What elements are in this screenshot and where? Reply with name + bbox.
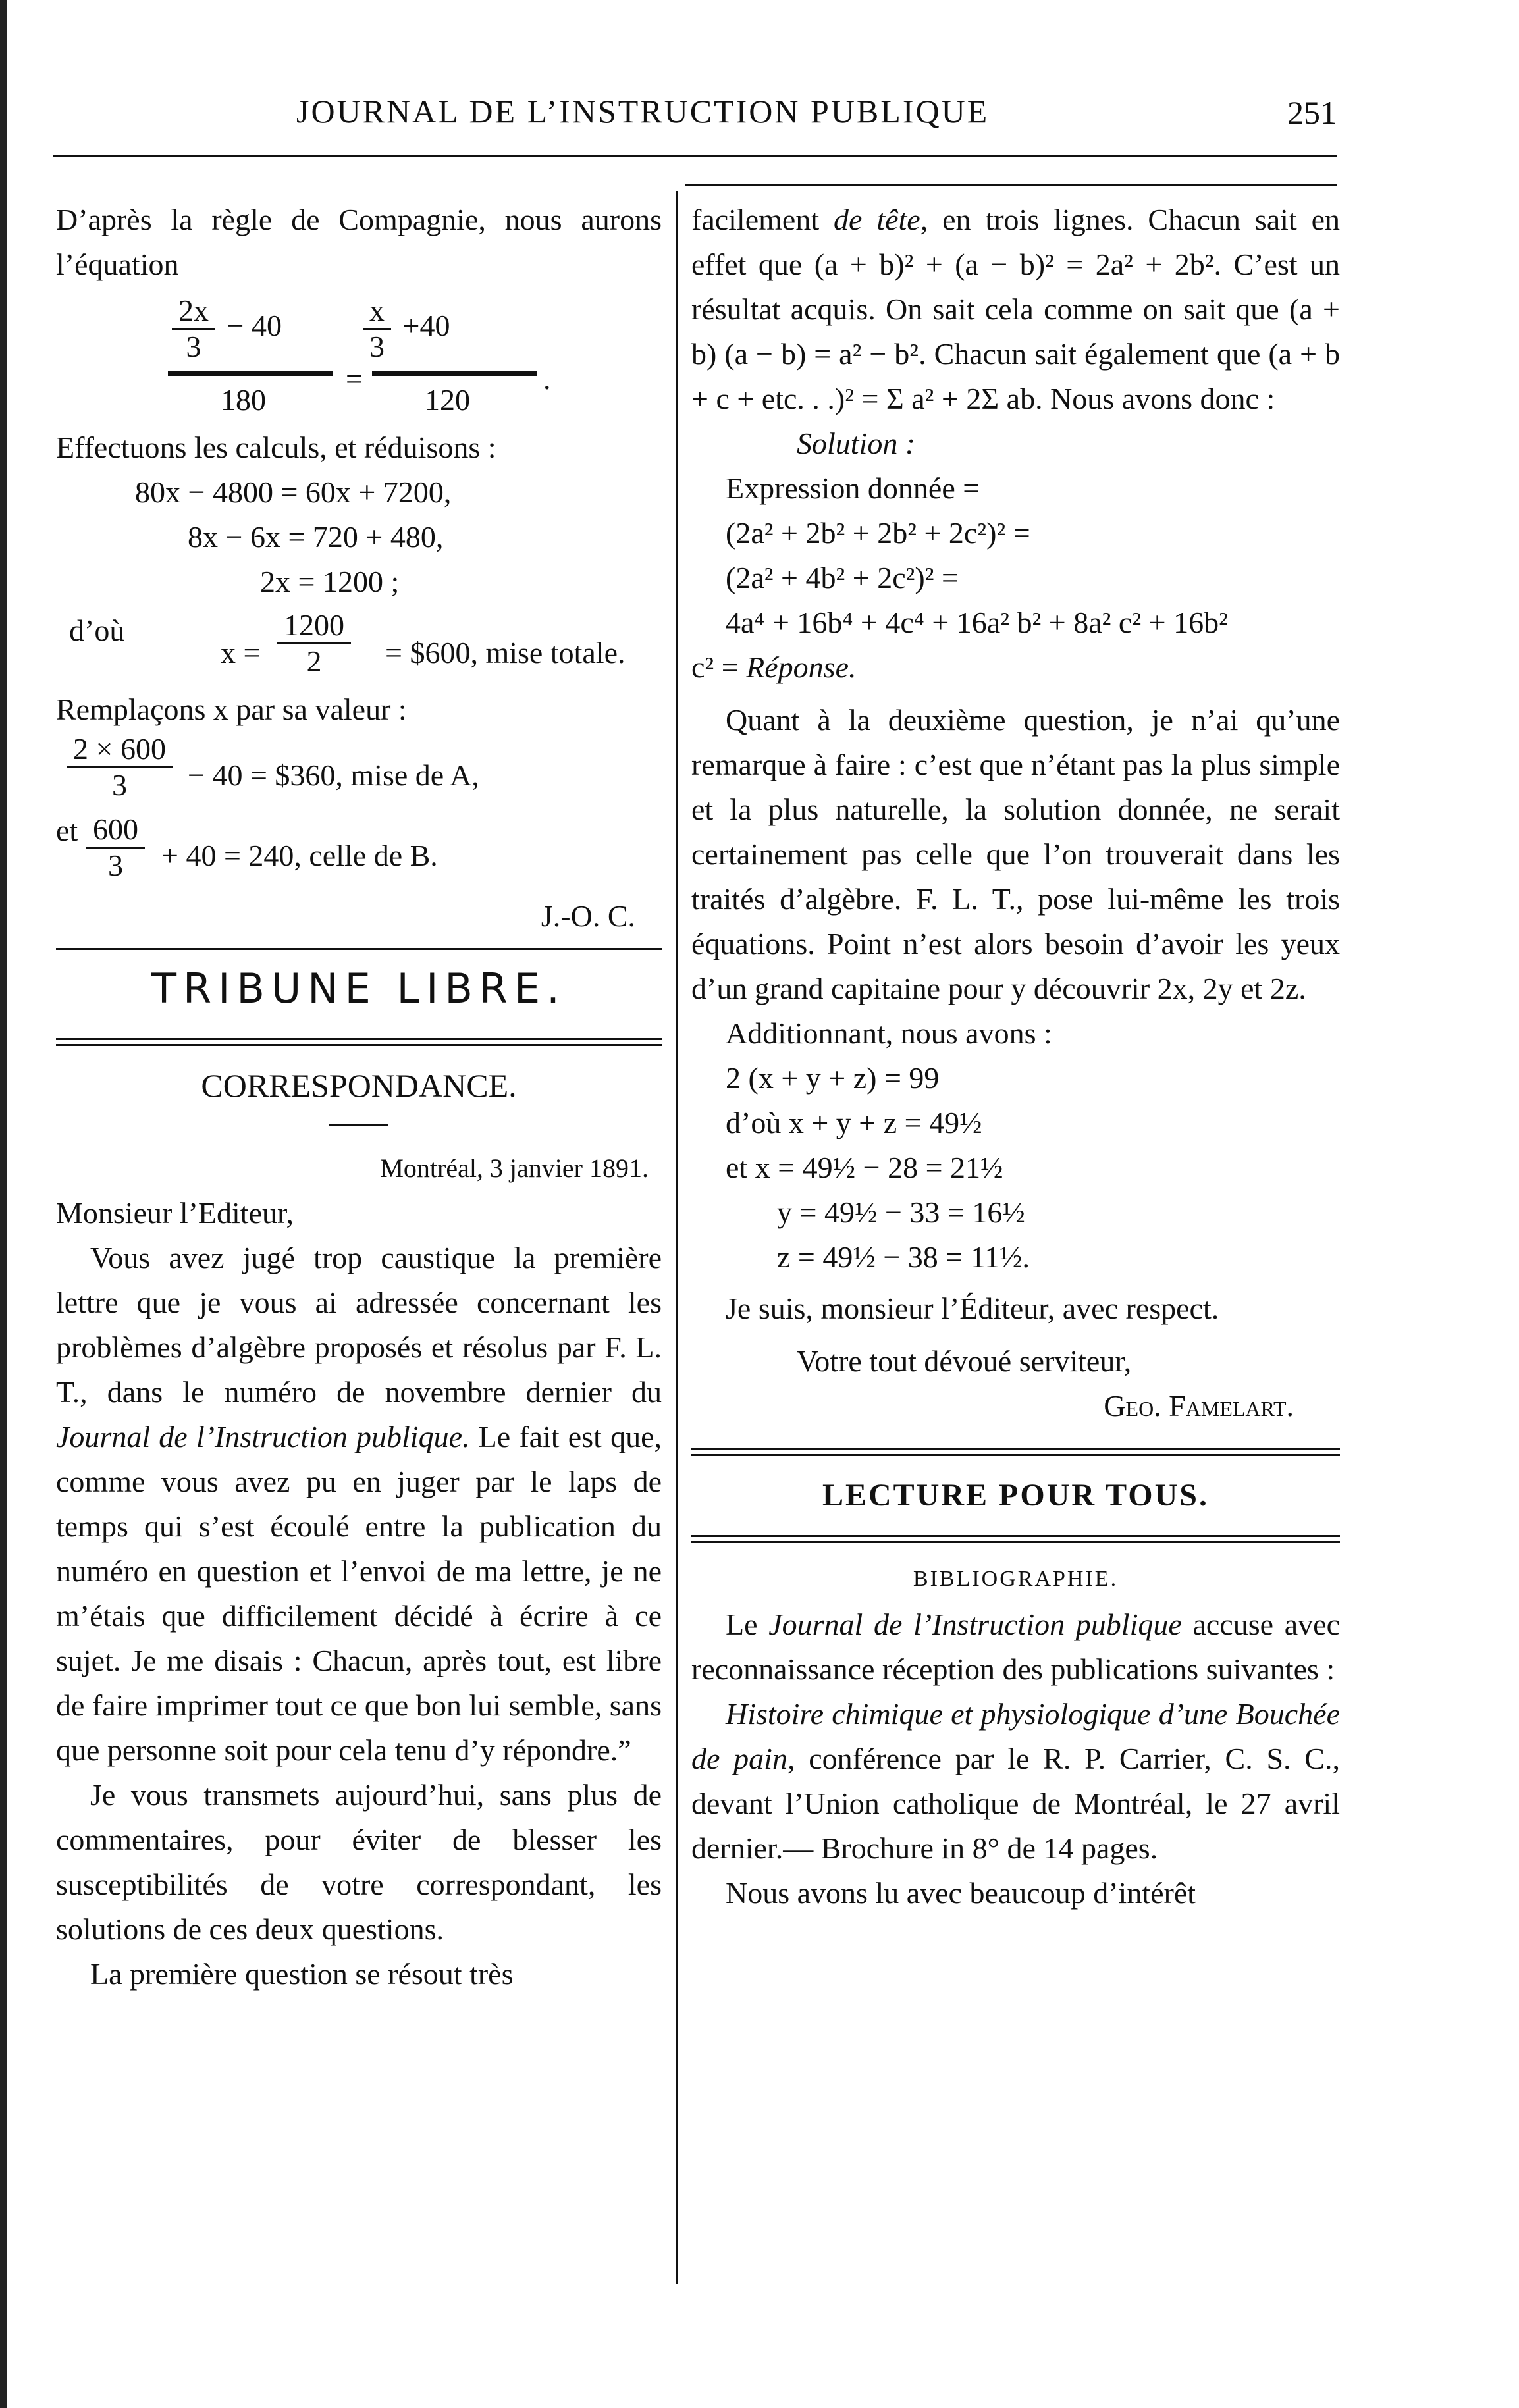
right-paragraph-4: Je suis, monsieur l’Éditeur, avec respect. [726, 1292, 1219, 1325]
main-fraction-bar-left [168, 371, 333, 376]
value-b-rhs: + 40 = 240, celle de B. [161, 839, 438, 872]
right-paragraph-3: Additionnant, nous avons : [726, 1016, 1052, 1050]
letter-paragraph-2: Je vous transmets aujourd’hui, sans plus de commentaires, pour éviter de blesser les susceptibilités de votre correspondant, les solutions de ces deux questions. [56, 1778, 662, 1946]
x-lhs: x = [221, 636, 261, 669]
left-column [56, 197, 662, 1997]
solution-line-5: c² = Réponse. [691, 650, 857, 684]
et-label: et [56, 814, 78, 847]
value-a-rhs: − 40 = $360, mise de A, [188, 758, 479, 792]
correspondance-heading: CORRESPONDANCE. [201, 1067, 517, 1104]
eq-b-tail: +40 [402, 309, 450, 343]
right-column [691, 197, 1340, 1916]
biblio-paragraph-1: Le Journal de l’Instruction publique accuse avec reconnaissance réception des publications suivantes : [691, 1608, 1340, 1686]
page-header [46, 92, 1337, 145]
left-signature: J.-O. C. [541, 899, 635, 933]
fraction-600-3: $\frac{600}{3}$ [86, 812, 145, 883]
solution-label: Solution : [797, 427, 916, 460]
left-paragraph-remplacons: Remplaçons x par sa valeur : [56, 693, 407, 726]
header-rule-lower [685, 184, 1337, 186]
math-line-2: d’où x + y + z = 49½ [726, 1106, 982, 1139]
left-paragraph-effectuons: Effectuons les calculs, et réduisons : [56, 431, 496, 464]
letter-paragraph-1: Vous avez jugé trop caustique la première lettre que je vous ai adressée concernant les problèmes d’algèbre proposés et résolus par F. L. T., dans le numéro de novembre dernier du Journal de l’Instruction publique. Le fait est que, comme vous avez pu en juger par le laps de temps qui s’est écoulé entre la publication du numéro en question et l’envoi de ma lettre, je ne m’étais que difficilement décidé à écrire à ce sujet. Je me disais : Chacun, après tout, est libre de faire imprimer tout ce que bon lui semble, sans que personne soit pour cela tenu d’y répondre.” [56, 1241, 662, 1767]
value-a [56, 732, 662, 808]
fraction-2x600-3: $\frac{2 \times 600}{3}$ [67, 732, 173, 802]
lecture-rules-bottom [691, 1535, 1340, 1543]
page-number: 251 [1287, 94, 1337, 131]
binding-edge [0, 0, 7, 2408]
fraction-x-3: $\frac{x}{3}$ [363, 294, 391, 364]
bibliographie-heading: BIBLIOGRAPHIE. [913, 1567, 1119, 1591]
letter-salutation: Monsieur l’Editeur, [56, 1196, 294, 1230]
main-fraction-bar-right [372, 371, 537, 376]
header-rule [53, 155, 1337, 157]
solution-line-2: (2a² + 2b² + 2b² + 2c²)² = [726, 516, 1030, 550]
tribune-libre-heading: TRIBUNE LIBRE. [151, 964, 566, 1012]
solution-line-3: (2a² + 4b² + 2c²)² = [726, 561, 959, 594]
math-line-4: y = 49½ − 33 = 16½ [777, 1195, 1025, 1229]
letter-dateline: Montréal, 3 janvier 1891. [380, 1153, 649, 1183]
right-closing: Votre tout dévoué serviteur, [797, 1344, 1132, 1378]
solution-line-1: Expression donnée = [726, 471, 980, 505]
tribune-rules-top [56, 948, 662, 950]
biblio-paragraph-3: Nous avons lu avec beaucoup d’intérêt [726, 1876, 1196, 1910]
x-rhs: = $600, mise totale. [385, 636, 626, 669]
equation-block [56, 294, 662, 425]
eq-den-120: 120 [425, 383, 470, 417]
right-paragraph-1: facilement de tête, en trois lignes. Chacun sait en effet que (a + b)² + (a − b)² = 2a² + 2b². C’est un résultat acquis. On sait cela comme on sait que (a + b) (a − b) = a² − b². Chacun sait également que (a + b + c + etc. . .)² = Σ a² + 2Σ ab. Nous avons donc : [691, 203, 1341, 415]
calc-line-1: 80x − 4800 = 60x + 7200, [135, 475, 452, 509]
fraction-2x-3: $\frac{2x}{3}$ [172, 294, 215, 364]
value-b [56, 808, 662, 887]
eq-a-tail: − 40 [227, 309, 282, 343]
running-title: JOURNAL DE L’INSTRUCTION PUBLIQUE [296, 93, 990, 130]
math-line-5: z = 49½ − 38 = 11½. [777, 1240, 1030, 1274]
right-signature: Geo. Famelart. [1104, 1389, 1294, 1423]
biblio-paragraph-2: Histoire chimique et physiologique d’une Bouchée de pain, conférence par le R. P. Carrier, C. S. C., devant l’Union catholique de Montréal, le 27 avril dernier.— Brochure in 8° de 14 pages. [691, 1697, 1340, 1865]
fraction-1200-2: $\frac{1200}{2}$ [277, 608, 351, 679]
math-line-1: 2 (x + y + z) = 99 [726, 1061, 940, 1095]
calc-line-3: 2x = 1200 ; [260, 565, 400, 598]
left-paragraph-intro: D’après la règle de Compagnie, nous aurons l’équation [56, 203, 662, 281]
calc-line-2: 8x − 6x = 720 + 480, [188, 520, 444, 554]
math-line-3: et x = 49½ − 28 = 21½ [726, 1151, 1003, 1184]
letter-paragraph-3: La première question se résout très [90, 1957, 514, 1991]
eq-end: . [543, 362, 551, 396]
tribune-rules-bottom [56, 1038, 662, 1046]
column-divider [676, 191, 678, 2284]
eq-equals: = [346, 362, 363, 396]
correspondance-dash [329, 1124, 388, 1126]
lecture-rules-top [691, 1448, 1340, 1456]
dou-label: d’où [69, 614, 125, 647]
right-paragraph-2: Quant à la deuxième question, je n’ai qu’une remarque à faire : c’est que n’étant pas la plus simple et la plus naturelle, la solution donnée, ne serait certainement pas celle que l’on trouverait dans les traités d’algèbre. F. L. T., pose lui-même les trois équations. Point n’est alors besoin d’avoir les yeux d’un grand capitaine pour y découvrir 2x, 2y et 2z. [691, 703, 1340, 1005]
eq-den-180: 180 [221, 383, 266, 417]
lecture-pour-tous-heading: LECTURE POUR TOUS. [822, 1478, 1209, 1513]
x-solution [56, 608, 662, 687]
solution-line-4: 4a⁴ + 16b⁴ + 4c⁴ + 16a² b² + 8a² c² + 16b² [726, 606, 1228, 639]
